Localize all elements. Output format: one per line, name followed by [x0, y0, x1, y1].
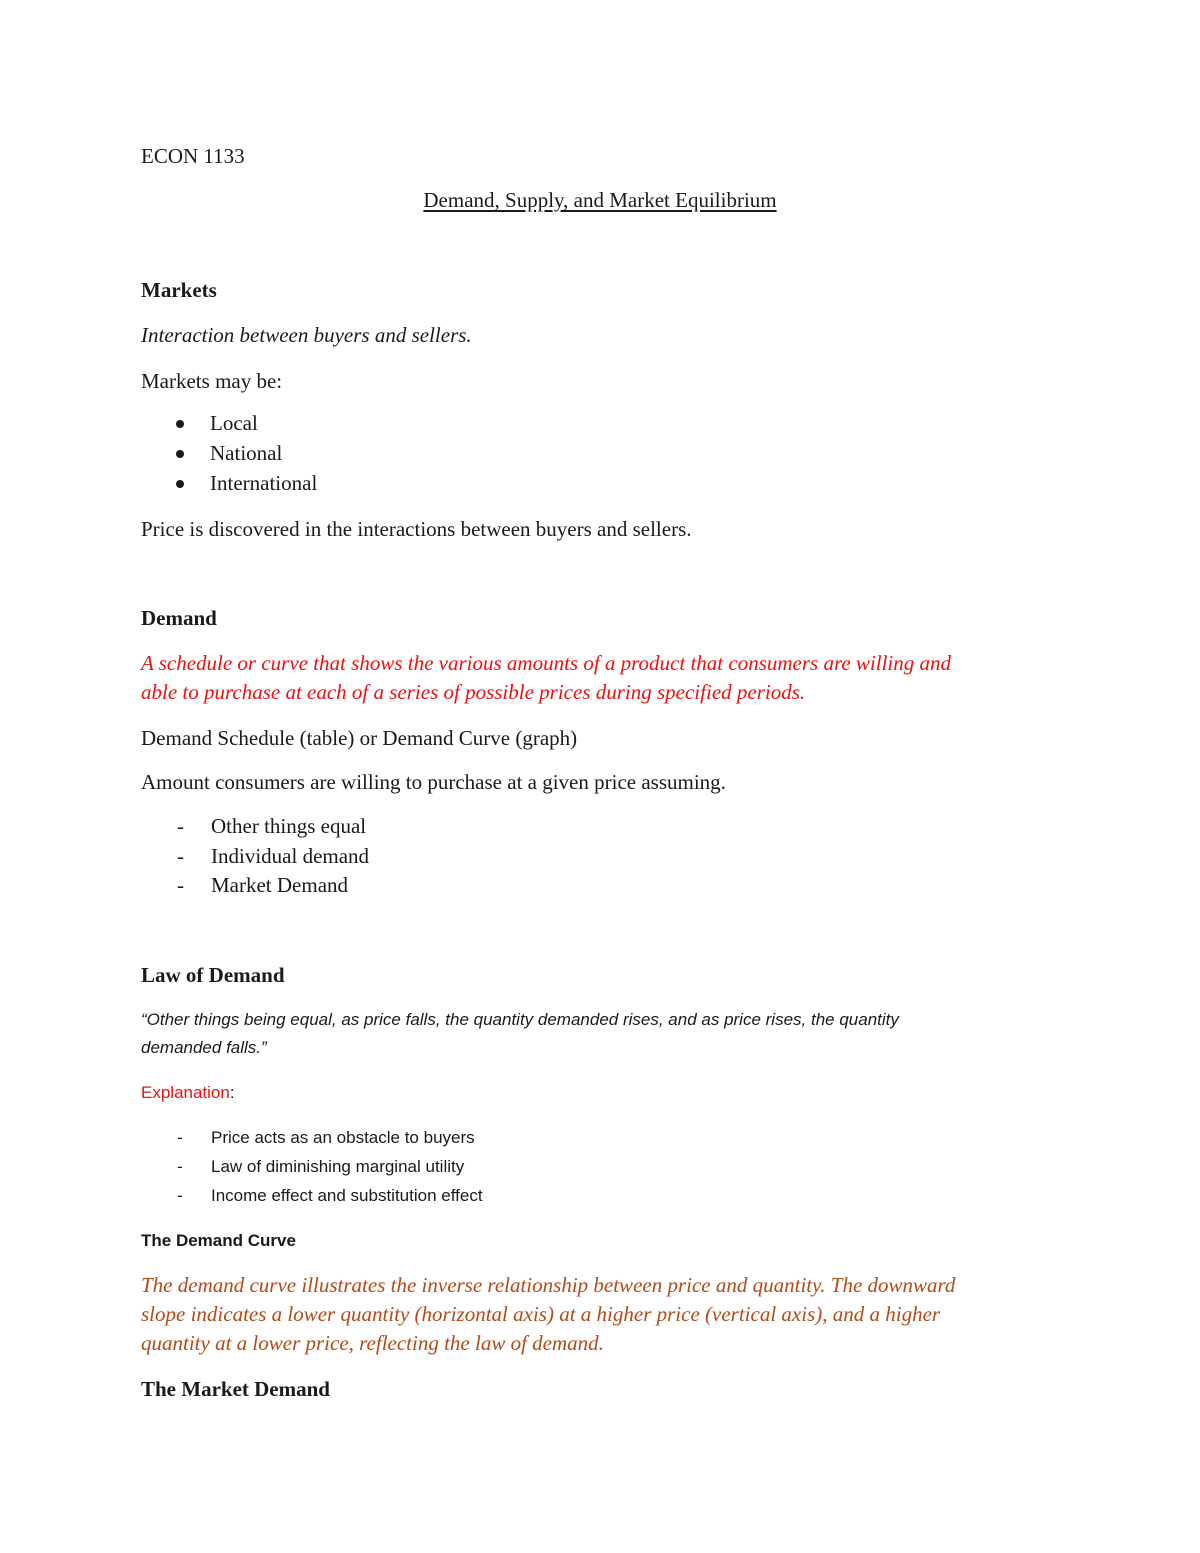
section-heading-demand-curve: The Demand Curve	[141, 1231, 296, 1250]
demand-forms: Demand Schedule (table) or Demand Curve (graph)	[141, 726, 578, 750]
list-item-label: Market Demand	[211, 873, 349, 897]
explanation-colon: :	[229, 1083, 235, 1102]
list-item	[141, 1157, 464, 1177]
section-heading-demand: Demand	[141, 606, 217, 630]
demand-assumption: Amount consumers are willing to purchase at a given price assuming.	[141, 770, 726, 794]
demand-curve-text-line1: The demand curve illustrates the inverse relationship between price and quantity. The downward	[141, 1273, 956, 1297]
section-heading-market-demand: The Market Demand	[141, 1377, 330, 1401]
list-item	[141, 1128, 475, 1148]
dash-icon: -	[177, 1157, 183, 1176]
dash-icon: -	[177, 844, 184, 868]
markets-intro: Markets may be:	[141, 369, 283, 393]
list-item-label: Income effect and substitution effect	[211, 1186, 483, 1205]
list-item	[141, 411, 258, 436]
dash-icon: -	[177, 1186, 183, 1205]
list-item-label: Individual demand	[211, 844, 370, 868]
demand-curve-text-line2: slope indicates a lower quantity (horizontal axis) at a higher price (vertical axis), and a higher	[141, 1302, 941, 1326]
dash-icon: -	[177, 814, 184, 838]
explanation-label: Explanation	[141, 1083, 230, 1102]
list-item-label: Price acts as an obstacle to buyers	[211, 1128, 475, 1147]
bullet-icon	[176, 480, 184, 488]
list-item-label: National	[210, 441, 283, 465]
page-title: Demand, Supply, and Market Equilibrium	[423, 188, 777, 212]
list-item	[141, 1186, 483, 1206]
demand-definition-line1: A schedule or curve that shows the various amounts of a product that consumers are willing and	[141, 651, 952, 675]
dash-icon: -	[177, 1128, 183, 1147]
law-quote-line1: “Other things being equal, as price falls, the quantity demanded rises, and as price rises, the quantity	[141, 1010, 899, 1029]
explanation-heading	[141, 1083, 235, 1103]
dash-icon: -	[177, 873, 184, 897]
list-item-label: Other things equal	[211, 814, 367, 838]
price-note: Price is discovered in the interactions between buyers and sellers.	[141, 517, 692, 541]
section-heading-law-of-demand: Law of Demand	[141, 963, 285, 987]
markets-definition: Interaction between buyers and sellers.	[141, 323, 472, 347]
bullet-icon	[176, 420, 184, 428]
demand-curve-text-line3: quantity at a lower price, reflecting the law of demand.	[141, 1331, 604, 1355]
list-item	[141, 873, 348, 898]
list-item	[141, 814, 366, 839]
list-item-label: International	[210, 471, 318, 495]
list-item	[141, 471, 317, 496]
course-code: ECON 1133	[141, 144, 245, 168]
bullet-icon	[176, 450, 184, 458]
list-item	[141, 844, 369, 869]
demand-definition-line2: able to purchase at each of a series of possible prices during specified periods.	[141, 680, 806, 704]
list-item-label: Law of diminishing marginal utility	[211, 1157, 465, 1176]
law-quote-line2: demanded falls.”	[141, 1038, 267, 1057]
list-item-label: Local	[210, 411, 258, 435]
section-heading-markets: Markets	[141, 278, 217, 302]
list-item	[141, 441, 282, 466]
